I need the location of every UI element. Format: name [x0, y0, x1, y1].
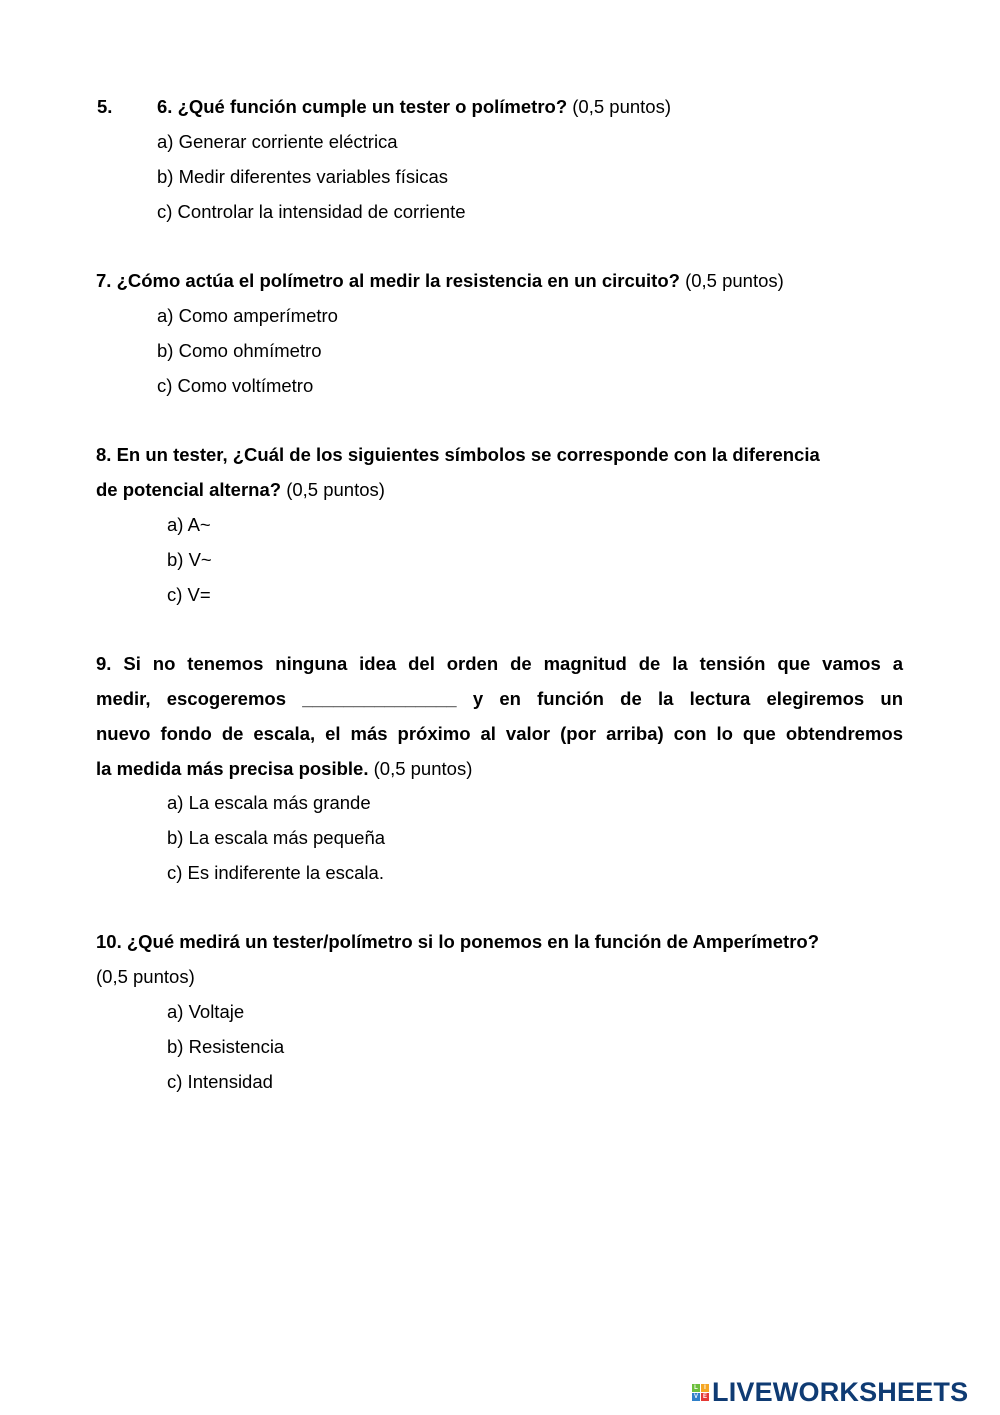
answer-blank[interactable]: _______________ [302, 688, 457, 709]
liveworksheets-logo [692, 1377, 968, 1408]
logo-tile: E [702, 1394, 707, 1400]
points: (0,5 puntos) [572, 96, 671, 117]
question-text: la medida más precisa posible. [96, 758, 369, 779]
question-text [96, 688, 903, 710]
option-a[interactable]: a) La escala más grande [167, 792, 371, 813]
question-text: 7. ¿Cómo actúa el polímetro al medir la resistencia en un circuito? [96, 270, 680, 291]
points: (0,5 puntos) [286, 479, 385, 500]
logo-tile: L [692, 1384, 700, 1392]
question-title [96, 758, 472, 780]
option-c[interactable]: c) Controlar la intensidad de corriente [157, 201, 466, 222]
question-text: nuevo fondo de escala, el más próximo al valor (por arriba) con lo que obtendremos [96, 723, 903, 744]
points: (0,5 puntos) [373, 758, 473, 779]
option-a[interactable]: a) Como amperímetro [157, 305, 338, 326]
points: (0,5 puntos) [96, 966, 195, 987]
list-number: 5. [97, 96, 113, 117]
option-c[interactable]: c) V= [167, 584, 211, 605]
option-c[interactable]: c) Es indiferente la escala. [167, 862, 384, 883]
question-title [157, 96, 671, 118]
option-a[interactable]: a) Generar corriente eléctrica [157, 131, 398, 152]
logo-tile: I [701, 1384, 709, 1392]
logo-tiles-icon [692, 1384, 709, 1401]
question-title [96, 479, 385, 501]
points: (0,5 puntos) [685, 270, 784, 291]
option-b[interactable]: b) Como ohmímetro [157, 340, 322, 361]
question-text: 6. ¿Qué función cumple un tester o polímetro? [157, 96, 568, 117]
option-b[interactable]: b) Medir diferentes variables físicas [157, 166, 448, 187]
question-text: de potencial alterna? [96, 479, 282, 500]
option-b[interactable]: b) V~ [167, 549, 212, 570]
question-title [96, 270, 784, 292]
option-b[interactable]: b) Resistencia [167, 1036, 285, 1057]
question-text: 10. ¿Qué medirá un tester/polímetro si lo ponemos en la función de Amperímetro? [96, 931, 819, 952]
text-fragment: medir, escogeremos [96, 688, 287, 709]
option-a[interactable]: a) Voltaje [167, 1001, 245, 1022]
question-text: 8. En un tester, ¿Cuál de los siguientes símbolos se corresponde con la diferencia [96, 444, 820, 465]
logo-tile: V [693, 1394, 698, 1400]
text-fragment: y en función de la lectura elegiremos un [472, 688, 904, 709]
question-text: 9. Si no tenemos ninguna idea del orden de magnitud de la tensión que vamos a [96, 653, 903, 674]
logo-text: LIVEWORKSHEETS [712, 1377, 969, 1407]
option-c[interactable]: c) Como voltímetro [157, 375, 314, 396]
option-a[interactable]: a) A~ [167, 514, 211, 535]
option-b[interactable]: b) La escala más pequeña [167, 827, 386, 848]
option-c[interactable]: c) Intensidad [167, 1071, 273, 1092]
